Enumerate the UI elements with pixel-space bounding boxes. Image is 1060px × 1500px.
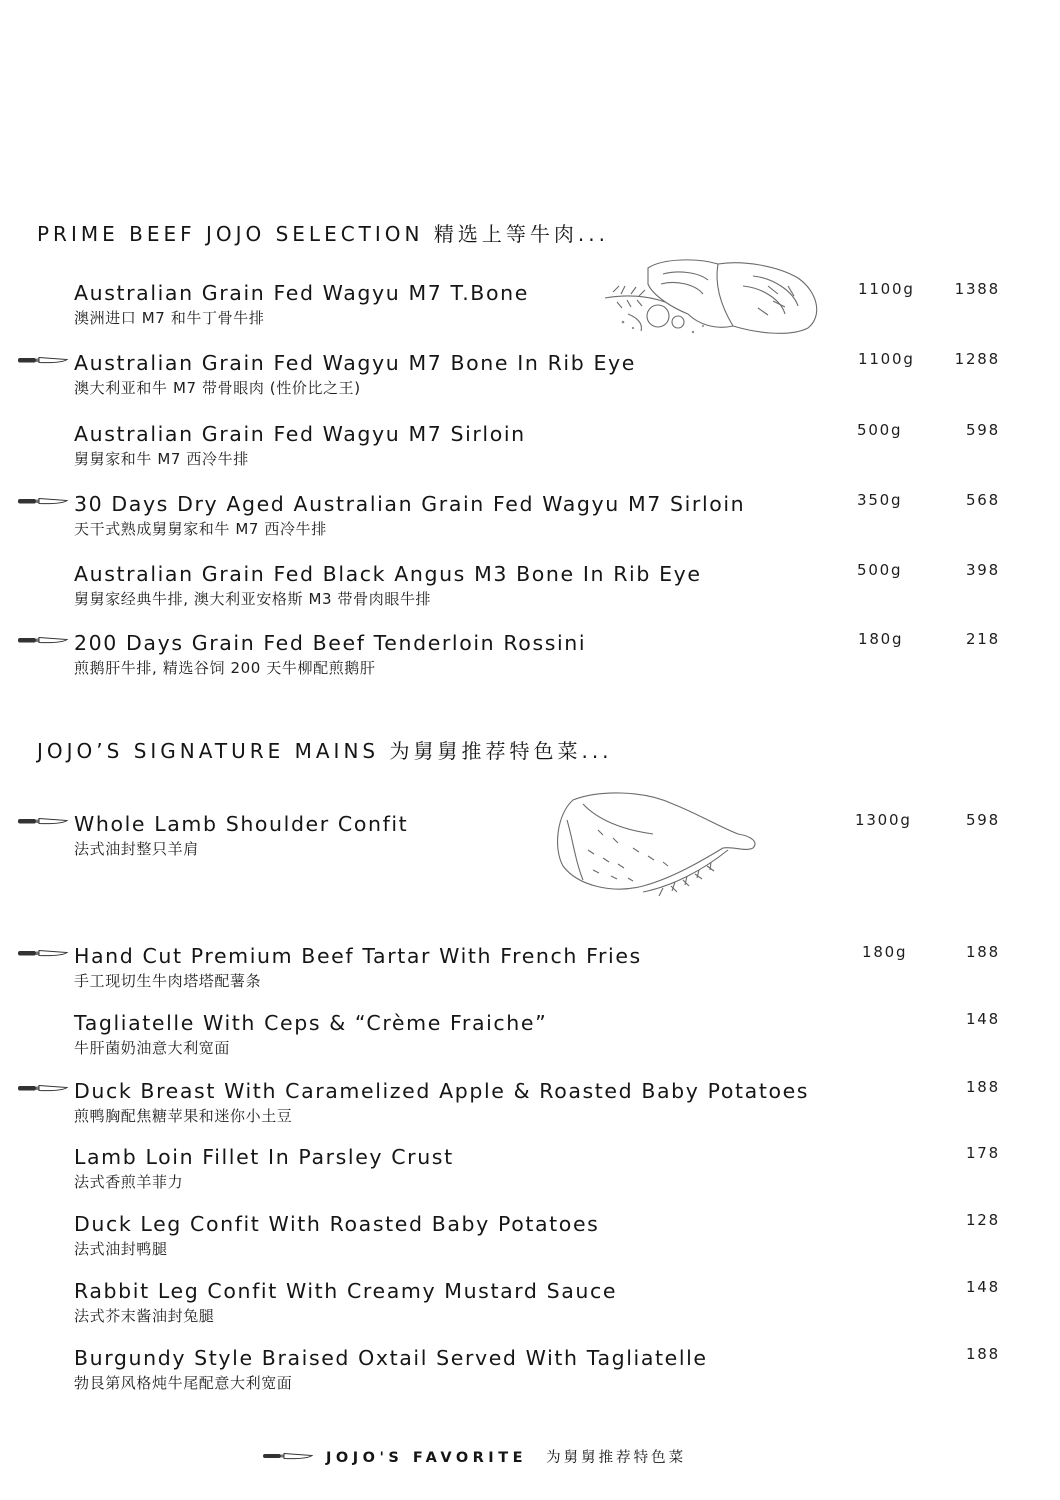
item-weight: 500g (857, 421, 903, 439)
menu-item (0, 562, 1060, 622)
item-name-chinese: 法式油封整只羊肩 (74, 840, 199, 858)
item-name: 30 Days Dry Aged Australian Grain Fed Wagyu M7 Sirloin (74, 492, 746, 516)
item-name: Australian Grain Fed Black Angus M3 Bone In Rib Eye (74, 562, 702, 586)
favorite-legend-text (326, 1446, 686, 1467)
item-price: 188 (965, 1345, 1000, 1363)
item-name: Australian Grain Fed Wagyu M7 Bone In Rib Eye (74, 351, 636, 375)
item-weight: 1100g (858, 280, 915, 298)
item-name: Australian Grain Fed Wagyu M7 Sirloin (74, 422, 526, 446)
item-price: 188 (965, 1078, 1000, 1096)
item-price: 188 (965, 943, 1000, 961)
item-name: Whole Lamb Shoulder Confit (74, 812, 409, 836)
item-price: 598 (965, 811, 1000, 829)
item-weight: 1100g (858, 350, 915, 368)
item-name-chinese: 手工现切生牛肉塔塔配薯条 (74, 972, 262, 990)
knife-icon (17, 634, 69, 646)
favorite-legend-label: JOJO'S FAVORITE (326, 1450, 528, 1466)
item-price: 568 (965, 491, 1000, 509)
item-name: 200 Days Grain Fed Beef Tenderloin Rossini (74, 631, 587, 655)
knife-icon (17, 815, 69, 827)
item-name: Rabbit Leg Confit With Creamy Mustard Sauce (74, 1279, 618, 1303)
menu-item (0, 1011, 1060, 1071)
item-name-chinese: 澳大利亚和牛 M7 带骨眼肉 (性价比之王) (74, 379, 361, 397)
knife-icon (17, 1082, 69, 1094)
item-price: 398 (965, 561, 1000, 579)
menu-item (0, 1346, 1060, 1406)
item-name-chinese: 法式香煎羊菲力 (74, 1173, 184, 1191)
menu-item (0, 1212, 1060, 1272)
menu-item (0, 351, 1060, 411)
favorite-legend-label-chinese: 为舅舅推荐特色菜 (546, 1450, 687, 1466)
item-price: 128 (965, 1211, 1000, 1229)
item-weight: 350g (857, 491, 903, 509)
item-price: 148 (965, 1278, 1000, 1296)
item-weight: 1300g (855, 811, 912, 829)
item-weight: 500g (857, 561, 903, 579)
item-price: 598 (965, 421, 1000, 439)
item-price: 1388 (954, 280, 1000, 298)
menu-item (0, 1079, 1060, 1139)
item-name-chinese: 法式芥末酱油封兔腿 (74, 1307, 215, 1325)
item-weight: 180g (862, 943, 908, 961)
menu-item (0, 1279, 1060, 1339)
item-name: Tagliatelle With Ceps & “Crème Fraiche” (74, 1011, 548, 1035)
item-price: 178 (965, 1144, 1000, 1162)
item-name-chinese: 法式油封鸭腿 (74, 1240, 168, 1258)
knife-icon (17, 354, 69, 366)
item-name: Australian Grain Fed Wagyu M7 T.Bone (74, 281, 529, 305)
section-heading-signature-mains: JOJO’S SIGNATURE MAINS 为舅舅推荐特色菜... (37, 739, 613, 763)
item-name-chinese: 舅舅家经典牛排, 澳大利亚安格斯 M3 带骨肉眼牛排 (74, 590, 432, 608)
item-weight: 180g (858, 630, 904, 648)
menu-item (0, 492, 1060, 552)
menu-item (0, 631, 1060, 691)
item-price: 218 (965, 630, 1000, 648)
section-heading-prime-beef: PRIME BEEF JOJO SELECTION 精选上等牛肉... (37, 222, 609, 246)
item-name-chinese: 舅舅家和牛 M7 西冷牛排 (74, 450, 249, 468)
item-name: Hand Cut Premium Beef Tartar With French Fries (74, 944, 642, 968)
item-name-chinese: 牛肝菌奶油意大利宽面 (74, 1039, 231, 1057)
item-name-chinese: 煎鸭胸配焦糖苹果和迷你小土豆 (74, 1107, 293, 1125)
item-price: 148 (965, 1010, 1000, 1028)
item-name: Duck Leg Confit With Roasted Baby Potatoes (74, 1212, 600, 1236)
item-name-chinese: 天干式熟成舅舅家和牛 M7 西冷牛排 (74, 520, 327, 538)
item-name-chinese: 煎鹅肝牛排, 精选谷饲 200 天牛柳配煎鹅肝 (74, 659, 376, 677)
item-name: Duck Breast With Caramelized Apple & Roasted Baby Potatoes (74, 1079, 810, 1103)
item-name: Burgundy Style Braised Oxtail Served With Tagliatelle (74, 1346, 708, 1370)
item-name-chinese: 勃艮第风格炖牛尾配意大利宽面 (74, 1374, 293, 1392)
menu-item (0, 1145, 1060, 1205)
menu-item (0, 281, 1060, 341)
knife-icon (17, 947, 69, 959)
item-name-chinese: 澳洲进口 M7 和牛丁骨牛排 (74, 309, 265, 327)
knife-icon (17, 495, 69, 507)
menu-item (0, 422, 1060, 482)
item-name: Lamb Loin Fillet In Parsley Crust (74, 1145, 454, 1169)
menu-item (0, 812, 1060, 872)
favorite-legend (262, 1446, 782, 1468)
knife-icon (262, 1451, 314, 1461)
menu-item (0, 944, 1060, 1004)
item-price: 1288 (954, 350, 1000, 368)
